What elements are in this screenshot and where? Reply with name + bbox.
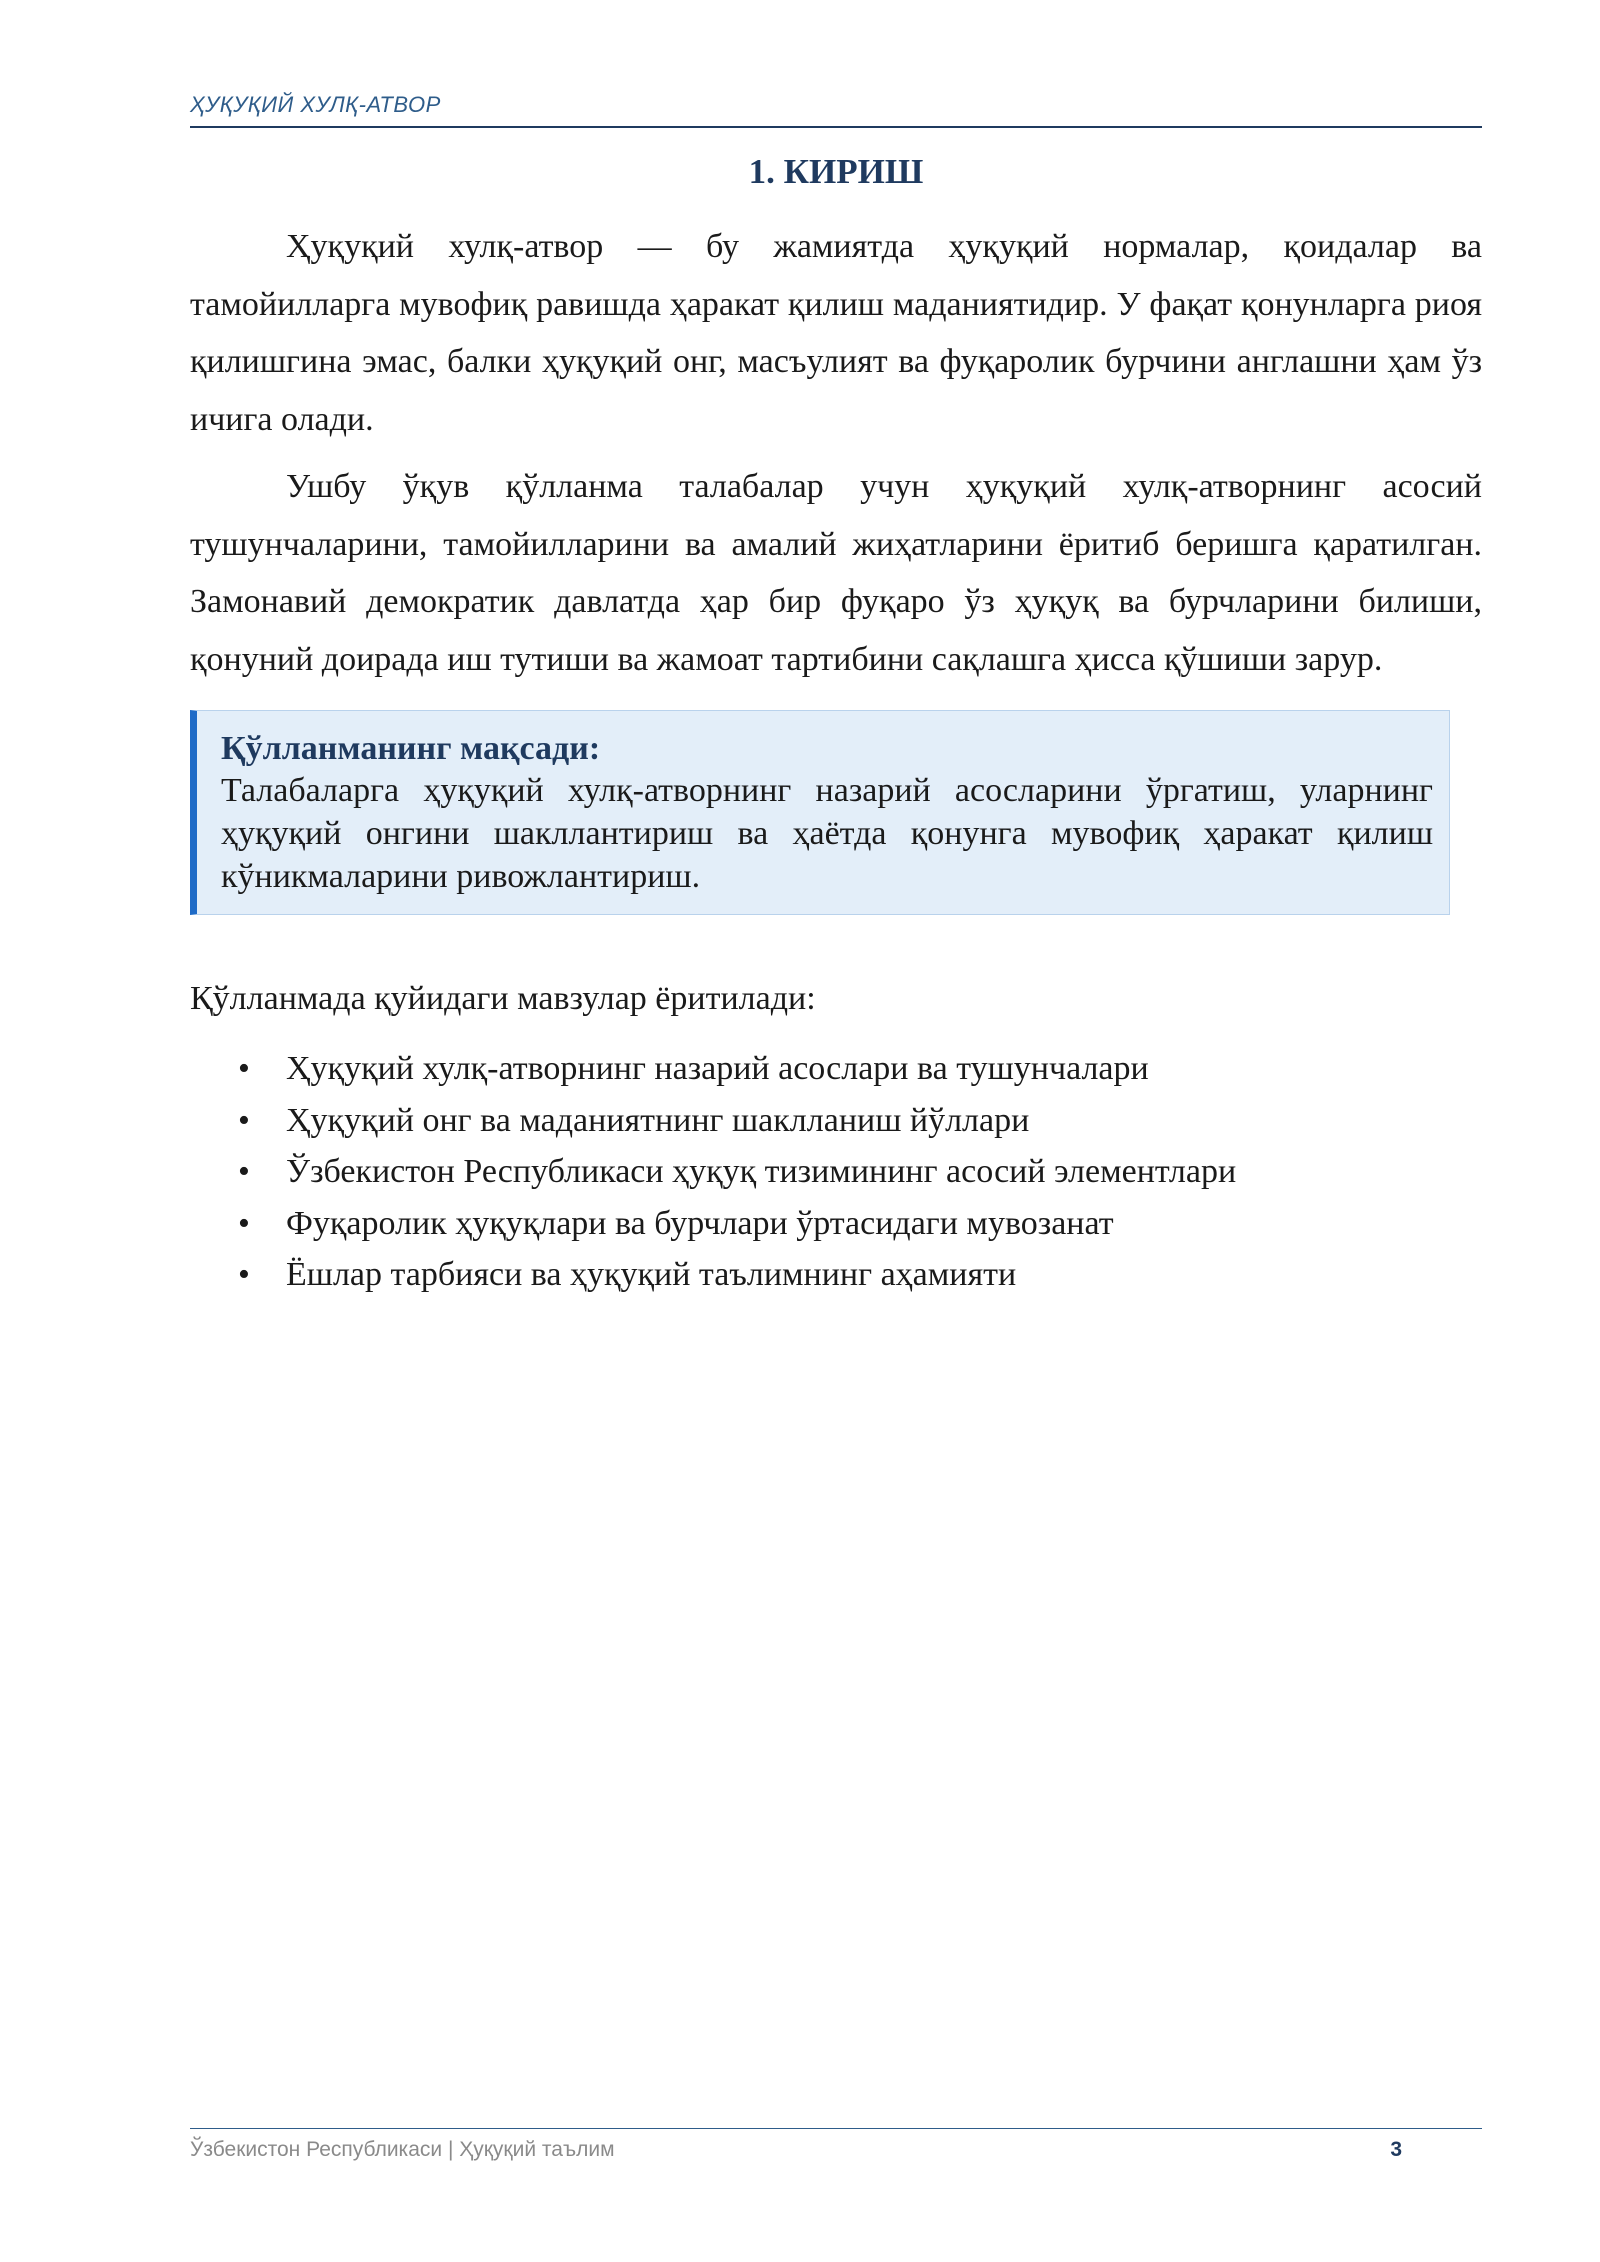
bullet-icon: • bbox=[238, 1256, 250, 1293]
list-item bbox=[190, 1043, 1482, 1095]
callout-body: Талабаларга ҳуқуқий хулқ-атворнинг назарий асосларини ўргатиш, уларнинг ҳуқуқий онгини шакллантириш ва ҳаётда қонунга мувофиқ ҳаракат қилиш кўникмаларини ривожлантириш. bbox=[221, 772, 1433, 895]
list-item-text: Ёшлар тарбияси ва ҳуқуқий таълимнинг аҳамияти bbox=[286, 1256, 1017, 1293]
page-header bbox=[190, 92, 1482, 128]
topics-intro: Қўлланмада қуйидаги мавзулар ёритилади: bbox=[190, 980, 816, 1017]
bullet-icon: • bbox=[238, 1050, 250, 1087]
bullet-icon: • bbox=[238, 1204, 250, 1242]
goal-callout-box bbox=[190, 710, 1450, 915]
list-item-text: Ҳуқуқий онг ва маданиятнинг шаклланиш йўллари bbox=[286, 1101, 1030, 1139]
callout-title: Қўлланманинг мақсади: bbox=[221, 730, 601, 767]
list-item bbox=[190, 1249, 1482, 1301]
list-item-text: Фуқаролик ҳуқуқлари ва бурчлари ўртасидаги мувозанат bbox=[286, 1204, 1114, 1242]
page-footer bbox=[190, 2128, 1482, 2163]
body-paragraph: Ҳуқуқий хулқ-атвор — бу жамиятда ҳуқуқий нормалар, қоидалар ва тамойилларга мувофиқ равишда ҳаракат қилиш маданиятидир. У фақат қонунларга риоя қилишгина эмас, балки ҳуқуқий онг, масъулият ва фуқаролик бурчини англашни ҳам ўз ичига олади. bbox=[190, 228, 1482, 438]
list-item bbox=[190, 1146, 1482, 1198]
section-title: 1. КИРИШ bbox=[748, 152, 924, 191]
list-item-text: Ҳуқуқий хулқ-атворнинг назарий асослари ва тушунчалари bbox=[286, 1050, 1149, 1087]
running-title: ҲУҚУҚИЙ ХУЛҚ-АТВОР bbox=[190, 92, 441, 117]
list-item bbox=[190, 1198, 1482, 1250]
list-item bbox=[190, 1095, 1482, 1147]
footer-text: Ўзбекистон Республикаси | Ҳуқуқий таълим bbox=[190, 2138, 615, 2161]
bullet-icon: • bbox=[238, 1153, 250, 1190]
page-number: 3 bbox=[1390, 2138, 1402, 2161]
body-paragraph: Ушбу ўқув қўлланма талабалар учун ҳуқуқий хулқ-атворнинг асосий тушунчаларини, тамойилларини ва амалий жиҳатларини ёритиб беришга қаратилган. Замонавий демократик давлатда ҳар бир фуқаро ўз ҳуқуқ ва бурчларини билиши, қонуний доирада иш тутиши ва жамоат тартибини сақлашга ҳисса қўшиши зарур. bbox=[190, 468, 1482, 678]
page-content bbox=[190, 218, 1482, 1301]
list-item-text: Ўзбекистон Республикаси ҳуқуқ тизимининг асосий элементлари bbox=[286, 1153, 1237, 1190]
bullet-icon: • bbox=[238, 1101, 250, 1139]
topics-list bbox=[190, 1043, 1482, 1301]
